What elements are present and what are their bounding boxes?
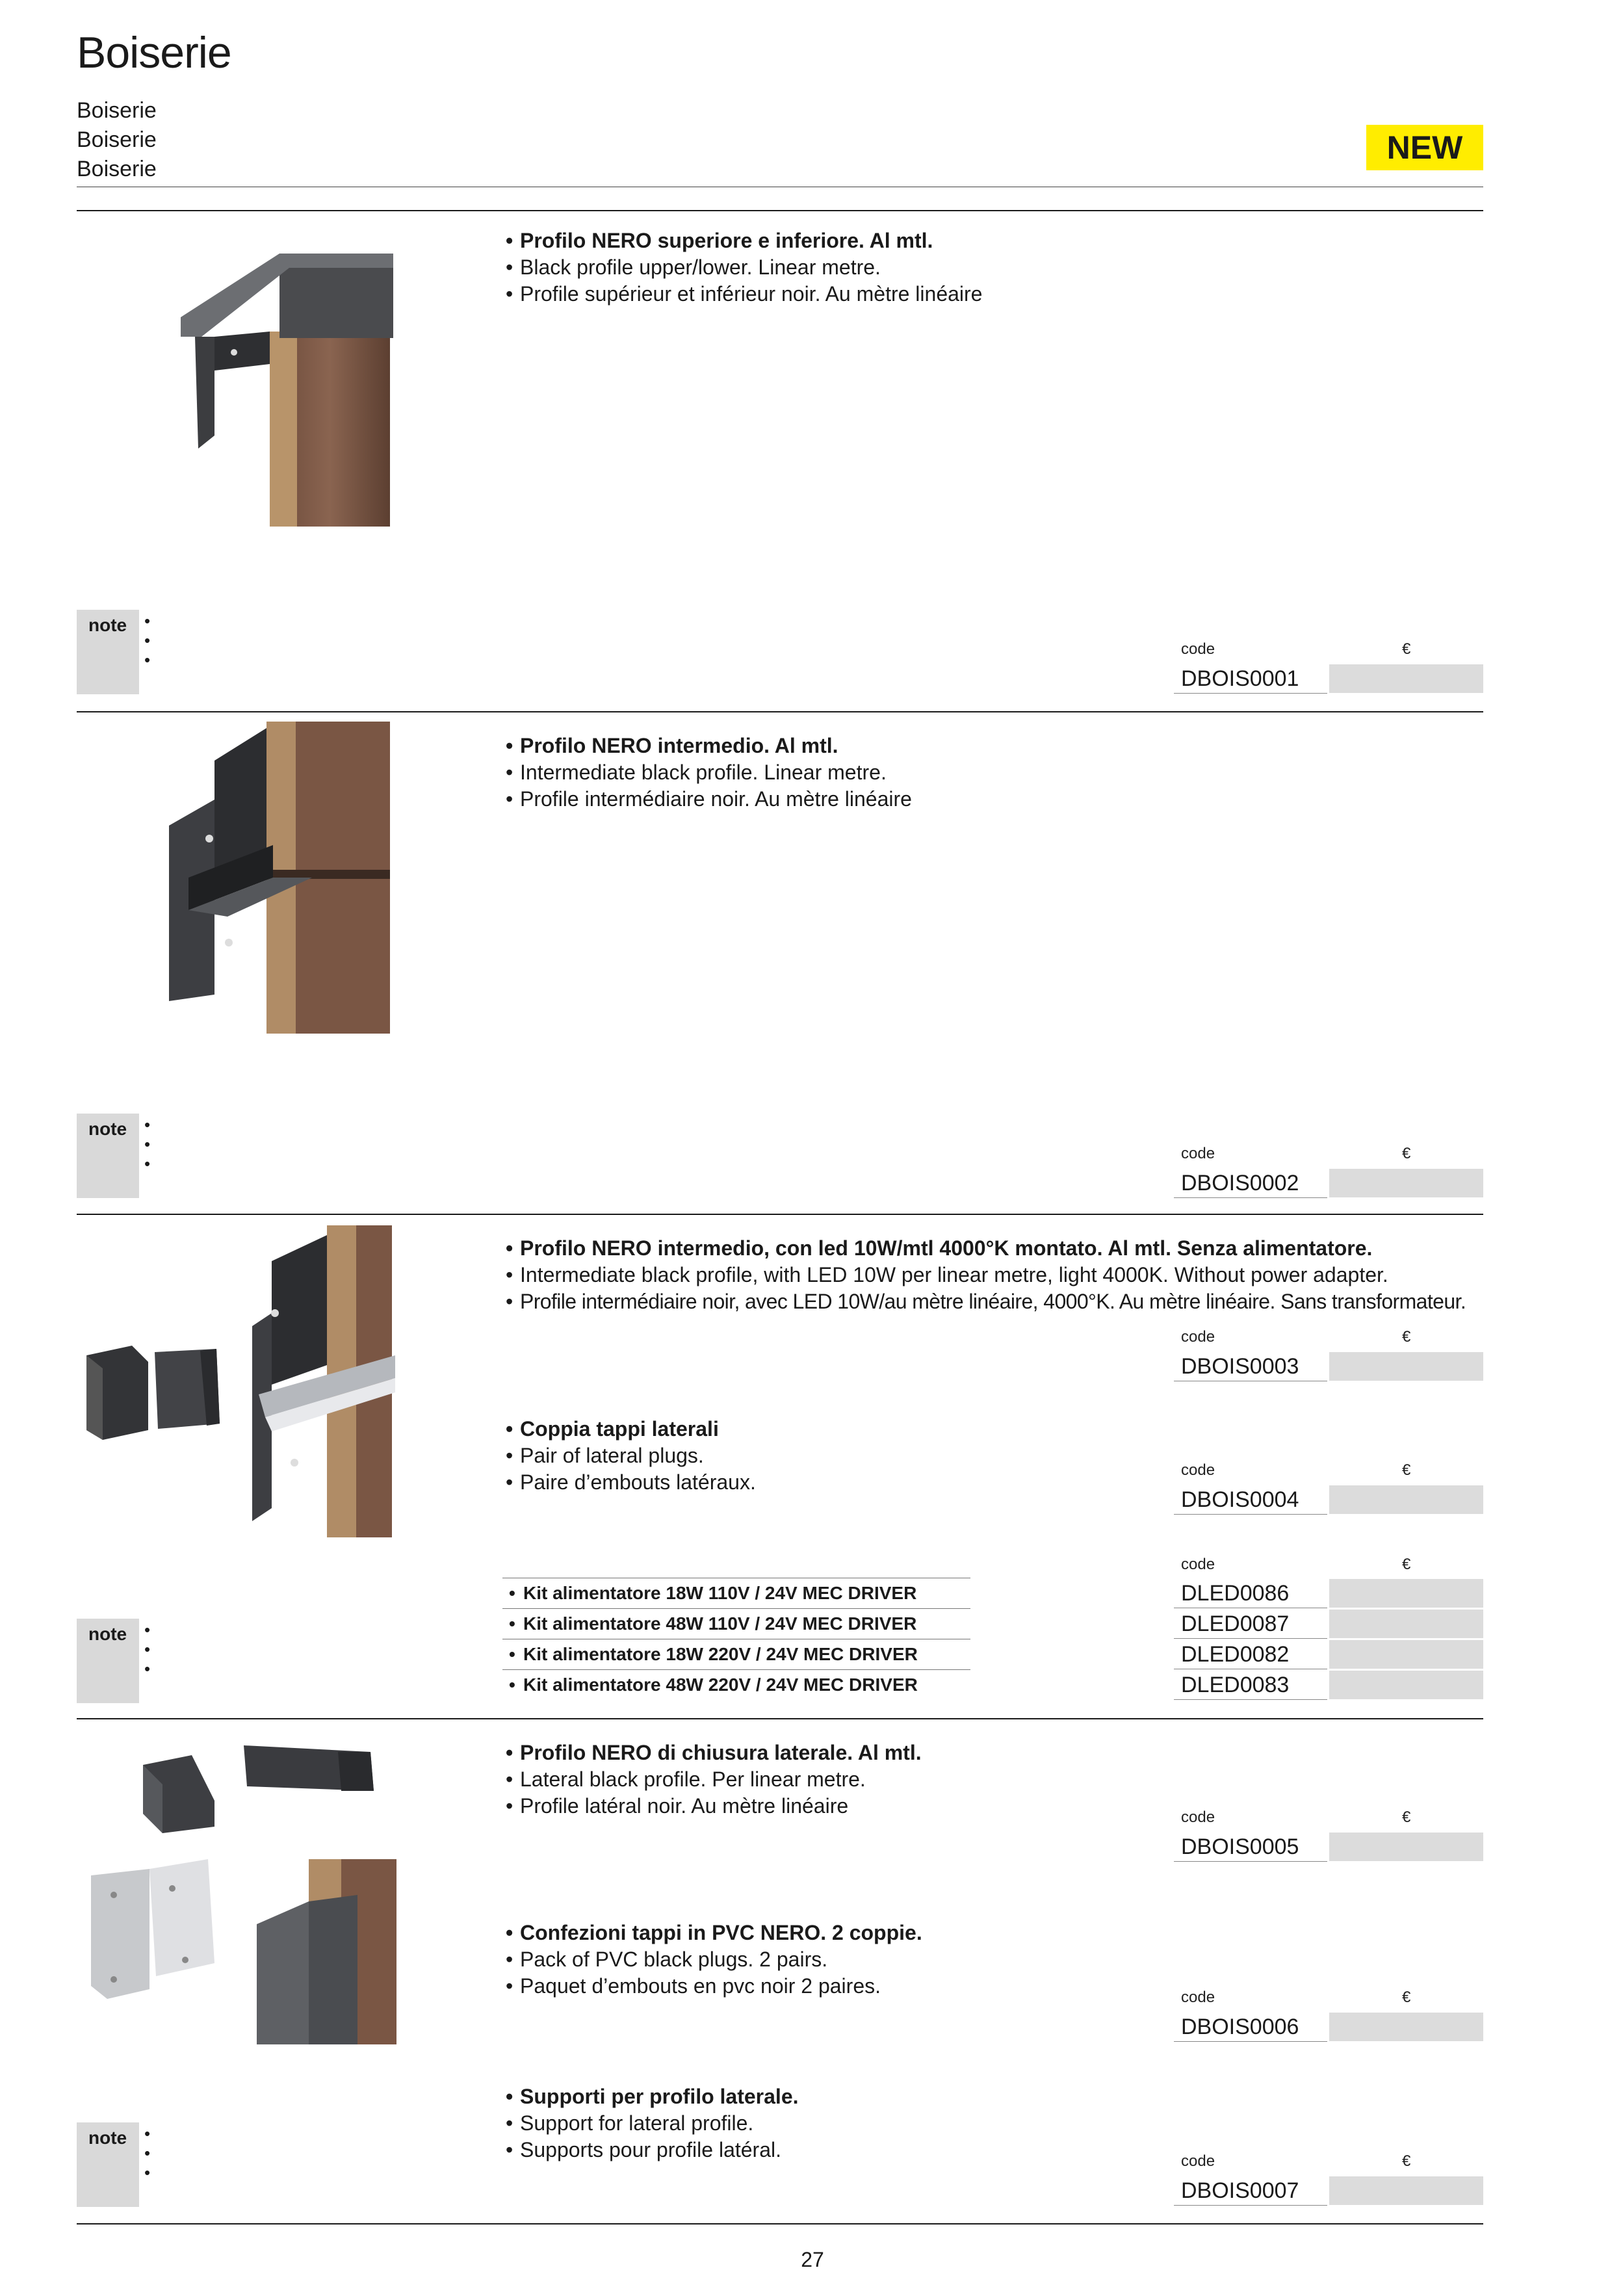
code-label: code <box>1181 1556 1215 1573</box>
note-bullets: • • • <box>144 611 151 670</box>
product-description: • Profilo NERO di chiusura laterale. Al mtl. • Lateral black profile. Per linear metre. • Profile latéral noir. Au mètre linéaire <box>506 1741 922 1818</box>
kit-code: DLED0083 <box>1174 1670 1327 1700</box>
product-image-intermediate-profile <box>149 722 396 1040</box>
euro-label: € <box>1402 1556 1411 1573</box>
price-field <box>1329 1169 1483 1197</box>
section-divider <box>77 711 1483 712</box>
kit-code: DLED0086 <box>1174 1578 1327 1608</box>
product-code: DBOIS0004 <box>1174 1485 1327 1515</box>
product-description: • Confezioni tappi in PVC NERO. 2 coppie. • Pack of PVC black plugs. 2 pairs. • Paquet d’embouts en pvc noir 2 paires. <box>506 1921 922 1998</box>
page-number: 27 <box>801 2248 824 2271</box>
price-field <box>1329 1352 1483 1381</box>
code-label: code <box>1181 1461 1215 1479</box>
note-box: note <box>77 2122 139 2207</box>
price-field <box>1329 1833 1483 1861</box>
note-bullets: • • • <box>144 1115 151 1173</box>
product-code: DBOIS0007 <box>1174 2176 1327 2206</box>
product-image-lateral-profile-and-plugs <box>84 1729 396 2048</box>
note-box: note <box>77 1114 139 1198</box>
price-field <box>1329 1610 1483 1638</box>
euro-label: € <box>1402 1461 1411 1479</box>
note-box: note <box>77 1619 139 1703</box>
product-code: DBOIS0005 <box>1174 1832 1327 1862</box>
product-code: DBOIS0006 <box>1174 2012 1327 2042</box>
subtitle-it: Boiserie <box>77 98 157 123</box>
subtitle-en: Boiserie <box>77 127 157 152</box>
price-field <box>1329 1579 1483 1608</box>
note-bullets: • • • <box>144 2124 151 2182</box>
product-code: DBOIS0003 <box>1174 1351 1327 1381</box>
price-field <box>1329 1485 1483 1514</box>
kit-row: • Kit alimentatore 18W 220V / 24V MEC DRIVER <box>502 1639 970 1669</box>
code-label: code <box>1181 1328 1215 1346</box>
price-field <box>1329 2176 1483 2205</box>
code-label: code <box>1181 640 1215 658</box>
kit-code: DLED0082 <box>1174 1639 1327 1669</box>
price-field <box>1329 664 1483 693</box>
euro-label: € <box>1402 1145 1411 1162</box>
product-description: • Profilo NERO superiore e inferiore. Al mtl. • Black profile upper/lower. Linear metre. • Profile supérieur et inférieur noir. Au mètre linéaire <box>506 229 983 306</box>
product-code: DBOIS0002 <box>1174 1168 1327 1198</box>
product-code: DBOIS0001 <box>1174 664 1327 694</box>
product-image-led-profile-and-plugs <box>77 1222 396 1541</box>
euro-label: € <box>1402 1328 1411 1346</box>
section-divider <box>77 2223 1483 2224</box>
product-description: • Supporti per profilo laterale. • Support for lateral profile. • Supports pour profile latéral. <box>506 2085 799 2161</box>
product-description: • Profilo NERO intermedio. Al mtl. • Intermediate black profile. Linear metre. • Profile intermédiaire noir. Au mètre linéaire <box>506 734 912 811</box>
code-label: code <box>1181 1808 1215 1826</box>
kit-row: • Kit alimentatore 48W 110V / 24V MEC DRIVER <box>502 1608 970 1638</box>
product-image-top-profile <box>175 254 396 533</box>
euro-label: € <box>1402 1989 1411 2006</box>
product-description: • Profilo NERO intermedio, con led 10W/mtl 4000°K montato. Al mtl. Senza alimentatore. • Intermediate black profile, with LED 10W per linear metre, light 4000K. Without power adapter. • Profile intermédiaire noir, avec LED 10W/au mètre linéaire, 4000°K. Au mètre linéaire. Sans transformateur. <box>506 1236 1466 1313</box>
euro-label: € <box>1402 2152 1411 2170</box>
note-box: note <box>77 610 139 694</box>
product-description: • Coppia tappi laterali • Pair of lateral plugs. • Paire d’embouts latéraux. <box>506 1417 756 1494</box>
euro-label: € <box>1402 1808 1411 1826</box>
code-label: code <box>1181 1989 1215 2006</box>
kit-code: DLED0087 <box>1174 1609 1327 1639</box>
price-field <box>1329 1640 1483 1669</box>
price-field <box>1329 1671 1483 1699</box>
section-divider <box>77 1718 1483 1719</box>
code-label: code <box>1181 1145 1215 1162</box>
page-title: Boiserie <box>77 28 231 77</box>
kit-row: • Kit alimentatore 48W 220V / 24V MEC DRIVER <box>502 1669 970 1699</box>
section-divider <box>77 210 1483 211</box>
subtitle-fr: Boiserie <box>77 157 157 181</box>
kit-row: • Kit alimentatore 18W 110V / 24V MEC DRIVER <box>502 1578 970 1608</box>
section-divider <box>77 1214 1483 1215</box>
price-field <box>1329 2013 1483 2041</box>
note-bullets: • • • <box>144 1620 151 1678</box>
new-badge: NEW <box>1366 125 1483 170</box>
code-label: code <box>1181 2152 1215 2170</box>
euro-label: € <box>1402 640 1411 658</box>
